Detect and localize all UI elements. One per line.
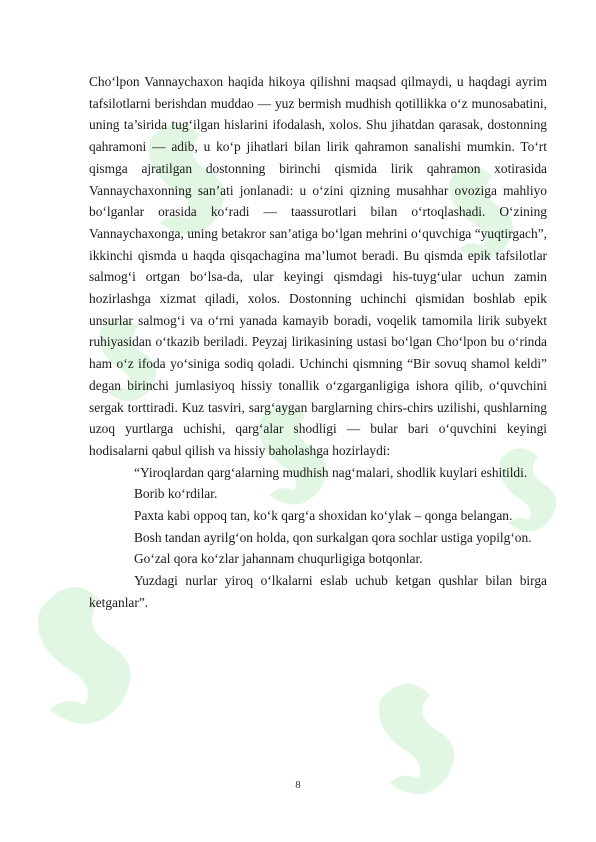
paragraph-quote-1: “Yiroqlardan qarg‘alarning mudhish nag‘malari, shodlik kuylari eshitildi. xyxy=(134,464,528,480)
paragraph-quote-2: Borib ko‘rdilar. xyxy=(134,486,218,502)
paragraph-quote-3: Paxta kabi oppoq tan, ko‘k qarg‘a shoxidan ko‘ylak – qonga belangan. xyxy=(134,508,513,524)
paragraph-quote-4: Bosh tandan ayrilg‘on holda, qon surkalgan qora sochlar ustiga yopilg‘on. xyxy=(134,529,532,545)
page-number: 8 xyxy=(295,779,301,791)
paragraph-quote-5: Go‘zal qora ko‘zlar jahannam chuqurligiga botqonlar. xyxy=(134,551,423,567)
paragraph-main: Cho‘lpon Vannaychaxon haqida hikoya qilishni maqsad qilmaydi, u haqdagi ayrim tafsilotlarni berishdan muddao — yuz bermish mudhish qotillikka o‘z munosabatini, uning ta’sirida tug‘ilgan hislarini ifodalash, xolos. Shu jihatdan qarasak, dostonning qahramoni — adib, u ko‘p jihatlari bilan lirik qahramon sanalishi mumkin. To‘rt qismga ajratilgan dostonning birinchi qismida lirik qahramon xotirasida Vannaychaxonning san’ati jonlanadi: u o‘zini qizning musahhar ovoziga mahliyo bo‘lganlar orasida ko‘radi — taassurotlari bilan o‘rtoqlashadi. O‘zining Vannaychaxonga, uning betakror san’atiga bo‘lgan mehrini o‘quvchiga “yuqtirgach”, ikkinchi qismda u haqda qisqachagina ma’lumot beradi. Bu qismda epik tafsilotlar salmog‘i ortgan bo‘lsa-da, ular keyingi qismdagi his-tuyg‘ular uchun zamin hozirlashga xizmat qiladi, xolos. Dostonning uchinchi qismidan boshlab epik unsurlar salmog‘i va o‘rni yanada kamayib boradi, voqelik tamomila lirik subyekt ruhiyasidan o‘tkazib beriladi. Peyzaj lirikasining ustasi bo‘lgan Cho‘lpon bu o‘rinda ham o‘z ifoda yo‘siniga sodiq qoladi. Uchinchi qismning “Bir sovuq shamol keldi” degan birinchi jumlasiyoq hissiy tonallik o‘zgarganligiga ishora qilib, o‘quvchini sergak torttiradi. Kuz tasviri, sarg‘aygan barglarning chirs-chirs uzilishi, qushlarning uzoq yurtlarga uchishi, qarg‘alar shodligi — bular bari o‘quvchini keyingi hodisalarni qabul qilish va hissiy baholashga hozirlaydi: xyxy=(89,74,547,458)
paragraph-quote-6: Yuzdagi nurlar yiroq o‘lkalarni eslab uchub ketgan qushlar bilan birga ketganlar”. xyxy=(89,573,547,610)
body-text xyxy=(89,71,547,614)
